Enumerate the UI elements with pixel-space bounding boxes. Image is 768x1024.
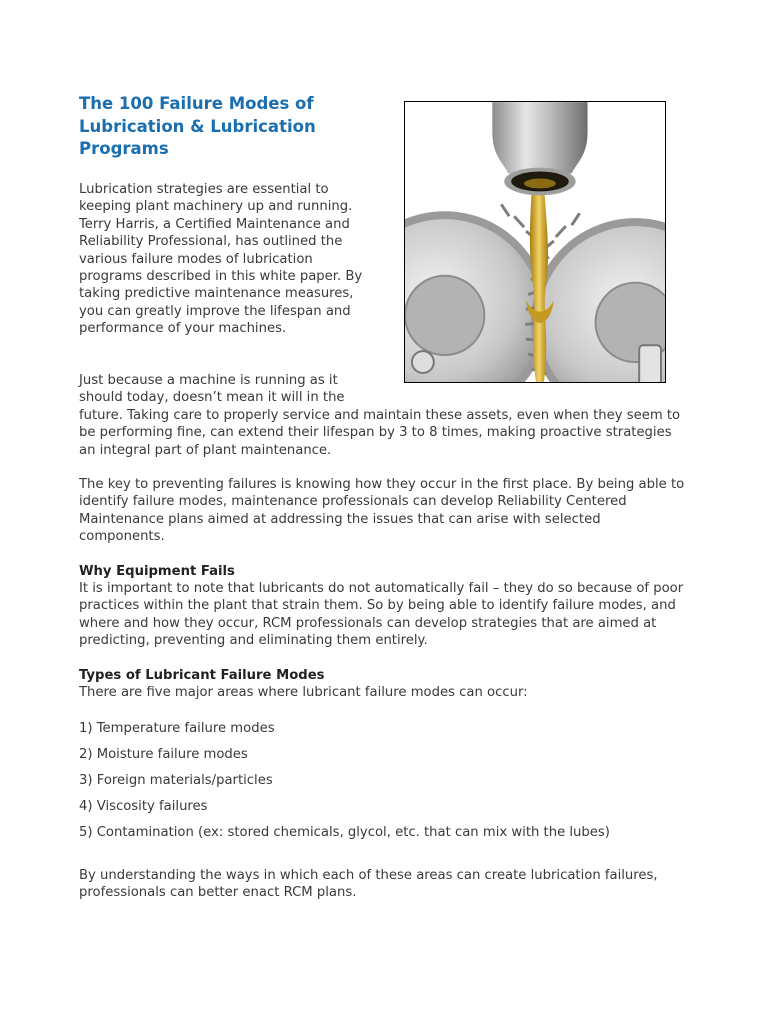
running-paragraph-line1: Just because a machine is running as it [79, 373, 338, 388]
closing-paragraph: By understanding the ways in which each of these areas can create lubrication failures, professionals can better enact RCM plans. [79, 868, 658, 901]
list-item: 2) Moisture failure modes [79, 747, 248, 762]
running-paragraph [79, 372, 689, 459]
intro-paragraph: Lubrication strategies are essential to keeping plant machinery up and running. Terry Harris, a Certified Maintenance and Reliability Professional, has outlined the various failure modes of lubrication programs described in this white paper. By taking predictive maintenance measures, you can greatly improve the lifespan and performance of your machines. [79, 182, 363, 337]
failure-modes-heading: Types of Lubricant Failure Modes [79, 668, 325, 683]
running-paragraph-rest: future. Taking care to properly service and maintain these assets, even when they seem to be performing fine, can extend their lifespan by 3 to 8 times, making proactive strategies an integral part of plant maintenance. [79, 407, 681, 458]
failure-modes-intro: There are five major areas where lubricant failure modes can occur: [79, 685, 528, 700]
oil-can [492, 102, 587, 195]
why-equipment-fails-heading: Why Equipment Fails [79, 564, 235, 579]
failure-modes-list [79, 720, 699, 850]
list-item: 3) Foreign materials/particles [79, 773, 273, 788]
why-equipment-fails-body: It is important to note that lubricants do not automatically fail – they do so because of poor practices within the plant that strain them. So by being able to identify failure modes, and where and how they occur, RCM professionals can develop strategies that are aimed at predicting, preventing and eliminating them entirely. [79, 581, 684, 649]
oil-gears-illustration [405, 102, 665, 382]
list-item: 1) Temperature failure modes [79, 721, 275, 736]
running-paragraph-line2: should today, doesn’t mean it will in the [79, 390, 345, 406]
list-item: 4) Viscosity failures [79, 799, 208, 814]
oil-gears-image [404, 101, 666, 383]
key-paragraph: The key to preventing failures is knowing how they occur in the first place. By being able to identify failure modes, maintenance professionals can develop Reliability Centered Maintenance plans aimed at addressing the issues that can arise with selected components. [79, 477, 685, 545]
document-title: The 100 Failure Modes of Lubrication & Lubrication Programs [79, 94, 316, 158]
list-item: 5) Contamination (ex: stored chemicals, glycol, etc. that can mix with the lubes) [79, 825, 610, 840]
